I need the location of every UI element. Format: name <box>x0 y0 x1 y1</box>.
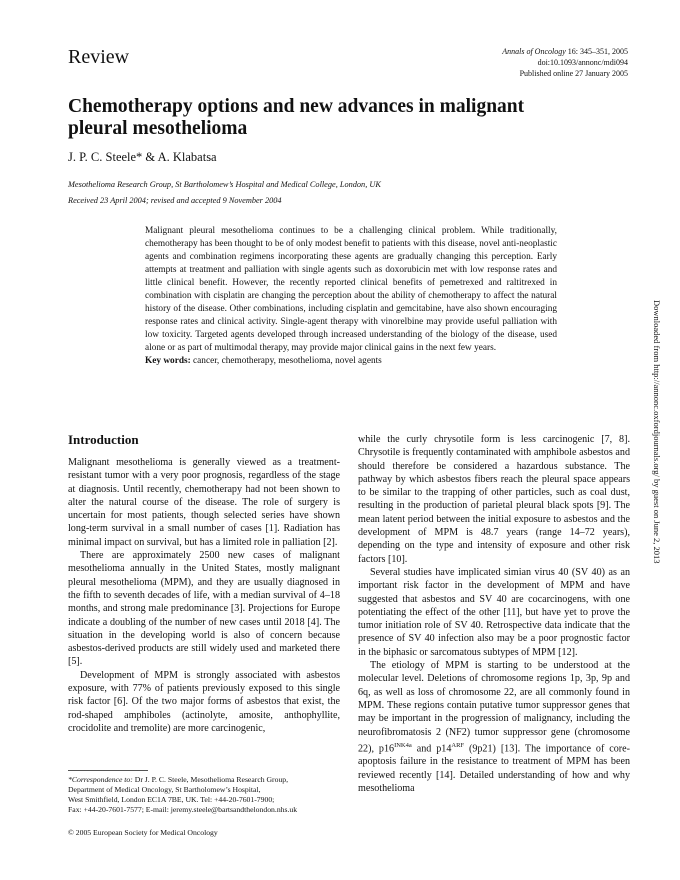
author-affiliation: Mesothelioma Research Group, St Bartholomew’s Hospital and Medical College, London, UK <box>68 180 381 189</box>
watermark-text[interactable]: Downloaded from http://annonc.oxfordjournals.org/ by guest on June 2, 2013 <box>652 300 662 564</box>
volume-pages: 16: 345–351, 2005 <box>565 47 628 56</box>
superscript: ARF <box>451 741 465 749</box>
abstract <box>145 225 557 368</box>
keywords: cancer, chemotherapy, mesothelioma, novel agents <box>190 356 382 366</box>
journal-name: Annals of Oncology <box>502 47 566 56</box>
keywords-label: Key words: <box>145 356 191 366</box>
body-paragraph: while the curly chrysotile form is less carcinogenic [7, 8]. Chrysotile is frequently contaminated with amphibole asbestos and should therefore be considered a hazardous substance. The pathway by which asbestos fibers reach the pleural space appears to be similar to the trapping of other particles, such as coal dust, resulting in the production of parietal pleural black spots [9]. The mean latent period between the initial exposure to asbestos and the development of MPM is 48.7 years (range 14–72 years), depending on the type and intensity of exposure and other risk factors [10]. <box>358 434 630 565</box>
footnote-line: Department of Medical Oncology, St Bartholomew’s Hospital, <box>68 785 261 794</box>
published-date: Published online 27 January 2005 <box>519 69 628 78</box>
keywords-line <box>145 355 557 368</box>
superscript: INK4a <box>394 741 412 749</box>
footnote-line: Dr J. P. C. Steele, Mesothelioma Research Group, <box>132 775 289 784</box>
body-paragraph: Several studies have implicated simian virus 40 (SV 40) as an important risk factor in the development of MPM and have suggested that asbestos and SV 40 are cocarcinogens, with one potentiating the effect of the other [11], but have yet to prove the tumor initiation role of SV 40. Retrospective data indicate that the presence of SV 40 infection also may be a poor prognostic factor in the biphasic or sarcomatous subtypes of MPM [12]. <box>358 566 630 658</box>
doi[interactable]: doi:10.1093/annonc/mdi094 <box>537 58 628 67</box>
received-dates: Received 23 April 2004; revised and accepted 9 November 2004 <box>68 196 282 205</box>
copyright: © 2005 European Society for Medical Oncology <box>68 828 218 837</box>
text-run: The etiology of MPM is starting to be understood at the molecular level. Deletions of chromosome regions 1p, 3p, 9p and 6q, as well as loss of chromosome 22, are all commonly found in MPM. These regions contain putative tumor suppressor genes that may be important in the progression of malignancy, including the neurofibromatosis 2 (NF2) tumor suppressor gene (chromosome 22), p16 <box>358 660 630 755</box>
correspondence-footnote <box>68 775 340 815</box>
footnote-line[interactable]: Fax: +44-20-7601-7577; E-mail: jeremy.steele@bartsandthelondon.nhs.uk <box>68 805 298 814</box>
introduction-heading: Introduction <box>68 432 139 447</box>
article-title: Chemotherapy options and new advances in malignant pleural mesothelioma <box>68 96 525 139</box>
text-run: (9p21) [13]. The importance of core-apoptosis failure in the resistance to treatment of MPM has been reviewed recently [14]. Detailed understanding of how and why mesothelioma <box>358 743 630 795</box>
abstract-text: Malignant pleural mesothelioma continues to be a challenging clinical problem. While traditionally, chemotherapy has been thought to be of only modest benefit to patients with this disease, novel anti-neoplastic agents and combination regimens incorporating these agents are gradually changing this perception. Early attempts at treatment and palliation with single agents such as doxorubicin met with low response rates and little clinical benefit. However, the recently reported clinical benefits of pemetrexed and raltitrexed in combination with cisplatin are changing the perception about the ability of chemotherapy to affect the natural history of the disease. Other combinations, including cisplatin and gemcitabine, have also shown encouraging response rates and clinical activity. Single-agent therapy with vinorelbine may provide useful palliation with low toxicity. Targeted agents developed through increased understanding of the biology of the disease, used alone or as part of multimodal therapy, may provide major clinical gains in the next few years. <box>145 226 557 353</box>
body-paragraph: There are approximately 2500 new cases of malignant mesothelioma annually in the United States, mostly malignant pleural mesothelioma (MPM), and they are usually diagnosed in the fifth to seventh decades of life, with a median survival of 4–18 months, and strong male predominance [3]. Projections for Europe indicate a doubling of the number of new cases until 2018 [4]. The situation in the developing world is also of concern because asbestos-derived products are still widely used and marketed there [5]. <box>68 550 340 668</box>
body-right-column <box>358 433 630 795</box>
text-run: and p14 <box>411 743 452 755</box>
body-paragraph: Malignant mesothelioma is generally viewed as a treatment-resistant tumor with a very poor prognosis, regardless of the stage at diagnosis. Until recently, chemotherapy had not been shown to alter the natural course of the disease. The role of surgery is uncertain for most patients, though selected series have shown long-term survival in a small number of cases [1]. Radiation has minimal impact on survival, but has a limited role in palliation [2]. <box>68 457 340 548</box>
article-authors: J. P. C. Steele* & A. Klabatsa <box>68 150 217 164</box>
body-paragraph: Development of MPM is strongly associated with asbestos exposure, with 77% of patients previously exposed to this single risk factor [6]. Of the two major forms of asbestos that exist, the rod-shaped amphiboles (actinolyte, amosite, anthophyllite, crocidolite and tremolite) are more carcinogenic, <box>68 669 340 734</box>
body-left-column <box>68 428 340 735</box>
journal-citation <box>388 46 628 79</box>
footnote-divider <box>68 770 148 771</box>
section-label: Review <box>68 46 130 68</box>
body-paragraph <box>358 659 630 795</box>
footnote-line: West Smithfield, London EC1A 7BE, UK. Tel: +44-20-7601-7900; <box>68 795 275 804</box>
footnote-label: *Correspondence to: <box>68 775 133 784</box>
